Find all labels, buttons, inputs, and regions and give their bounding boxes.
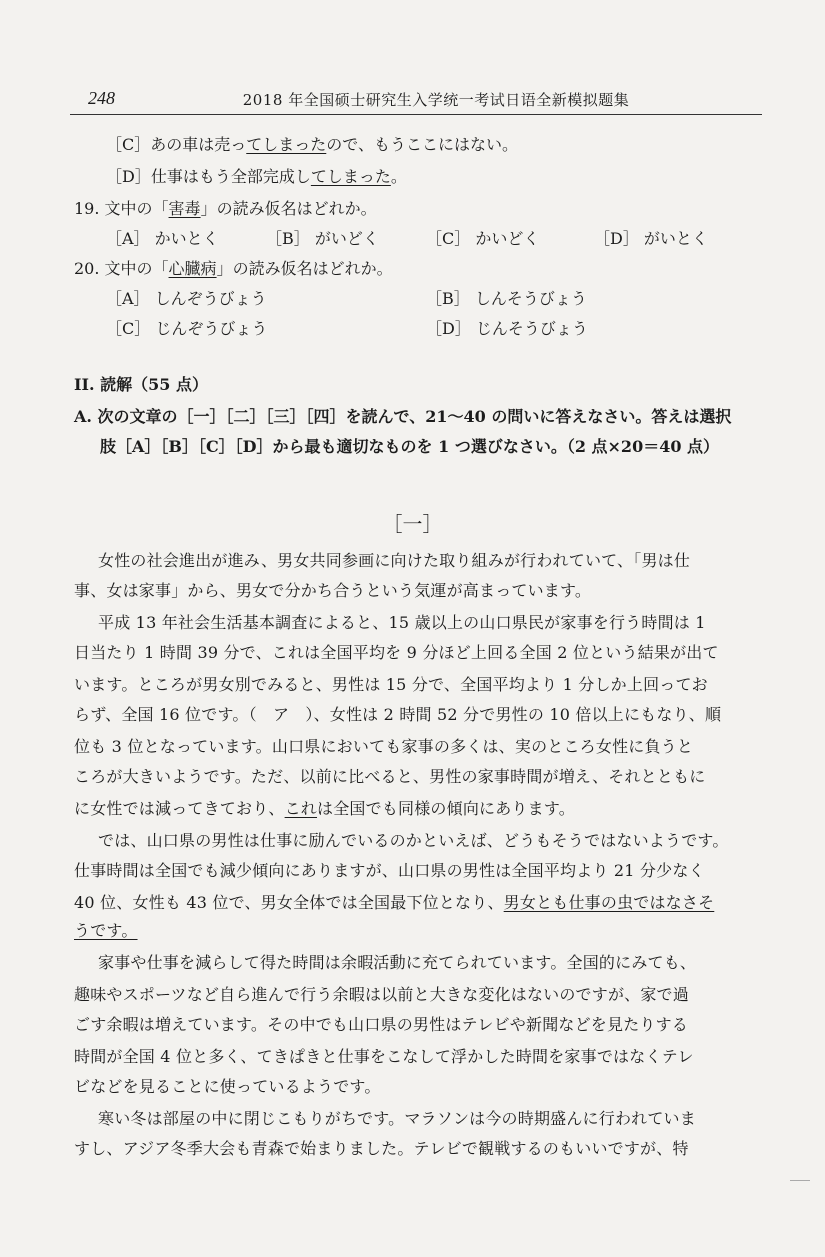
option-label: ［D］ xyxy=(106,167,151,186)
underlined-word: 心臓病 xyxy=(168,259,217,278)
passage-text: に女性では減ってきており、 xyxy=(74,799,285,818)
passage-line: らず、全国 16 位です。（ ア ）、女性は 2 時間 52 分で男性の 10 倍以上にもなり、順 xyxy=(74,705,722,724)
q20-option-c: ［C］ じんぞうびょう xyxy=(106,319,268,338)
scan-edge-mark xyxy=(790,1180,810,1181)
passage-line: 家事や仕事を減らして得た時間は余暇活動に充てられています。全国的にみても、 xyxy=(98,953,697,972)
passage-line: います。ところが男女別でみると、男性は 15 分で、全国平均より 1 分しか上回ってお xyxy=(74,675,708,694)
question-text: 」の読み仮名はどれか。 xyxy=(216,259,393,278)
section-instructions-line1: A. 次の文章の［一］［二］［三］［四］を読んで、21～40 の問いに答えなさい。答えは選択 xyxy=(74,407,732,426)
passage-line: 位も 3 位となっています。山口県においても家事の多くは、実のところ女性に負うと xyxy=(74,737,694,756)
passage-heading: ［一］ xyxy=(382,512,443,536)
q19-option-a: ［A］ かいとく xyxy=(106,229,219,248)
option-text: 。 xyxy=(390,167,407,186)
passage-line: 女性の社会進出が進み、男女共同参画に向けた取り組みが行われていて、「男は仕 xyxy=(98,551,691,570)
passage-line: 日当たり 1 時間 39 分で、これは全国平均を 9 分ほど上回る全国 2 位という結果が出て xyxy=(74,643,719,662)
q19-option-b: ［B］ がいどく xyxy=(266,229,379,248)
underlined-word-kore: これ xyxy=(284,799,318,818)
underlined-text: てしまった xyxy=(246,135,327,154)
passage-line: すし、アジア冬季大会も青森で始まりました。テレビで観戦するのもいいですが、特 xyxy=(74,1139,689,1158)
q19-option-d: ［D］ がいとく xyxy=(594,229,708,248)
option-label: ［C］ xyxy=(106,135,151,154)
passage-text: は全国でも同様の傾向にあります。 xyxy=(317,799,575,818)
passage-line: 事、女は家事」から、男女で分かち合うという気運が高まっています。 xyxy=(74,581,592,600)
q20-option-a: ［A］ しんぞうびょう xyxy=(106,289,267,308)
q18-option-d xyxy=(106,166,407,188)
page-number: 248 xyxy=(88,88,115,108)
underlined-text: てしまった xyxy=(310,167,391,186)
passage-line xyxy=(74,892,714,914)
q20-options-row1 xyxy=(106,288,766,310)
question-text: 」の読み仮名はどれか。 xyxy=(200,199,377,218)
passage-line: 寒い冬は部屋の中に閉じこもりがちです。マラソンは今の時期盛んに行われていま xyxy=(98,1109,696,1128)
question-20 xyxy=(74,258,393,280)
passage-line xyxy=(74,920,138,942)
underlined-phrase: 男女とも仕事の虫ではなさそ xyxy=(503,893,715,912)
q19-option-c: ［C］ かいどく xyxy=(426,229,540,248)
passage-line: では、山口県の男性は仕事に励んでいるのかといえば、どうもそうではないようです。 xyxy=(98,831,729,850)
q19-options xyxy=(106,228,766,250)
question-19 xyxy=(74,198,377,220)
passage-line: ころが大きいようです。ただ、以前に比べると、男性の家事時間が増え、それとともに xyxy=(74,767,706,786)
question-text: 20. 文中の「 xyxy=(74,259,169,278)
passage-line: 趣味やスポーツなど自ら進んで行う余暇は以前と大きな変化はないのですが、家で過 xyxy=(74,985,689,1004)
q20-option-d: ［D］ じんそうびょう xyxy=(426,319,588,338)
passage-line: ごす余暇は増えています。その中でも山口県の男性はテレビや新聞などを見たりする xyxy=(74,1015,689,1034)
passage-line xyxy=(74,798,575,820)
underlined-word: 害毒 xyxy=(168,199,201,218)
option-text: あの車は売っ xyxy=(150,135,247,154)
page-header xyxy=(70,86,762,115)
q20-option-b: ［B］ しんそうびょう xyxy=(426,289,587,308)
passage-line: 時間が全国 4 位と多く、てきぱきと仕事をこなして浮かした時間を家事ではなくテレ xyxy=(74,1047,694,1066)
passage-text: 40 位、女性も 43 位で、男女全体では全国最下位となり、 xyxy=(74,893,504,912)
option-text: 仕事はもう全部完成し xyxy=(150,167,311,186)
passage-line: ビなどを見ることに使っているようです。 xyxy=(74,1077,381,1096)
section-title: II. 読解（55 点） xyxy=(74,375,208,394)
passage-line: 平成 13 年社会生活基本調査によると、15 歳以上の山口県民が家事を行う時間は 1 xyxy=(98,613,706,632)
question-text: 19. 文中の「 xyxy=(74,199,169,218)
passage-line: 仕事時間は全国でも減少傾向にありますが、山口県の男性は全国平均より 21 分少なく xyxy=(74,861,705,880)
underlined-phrase: うです。 xyxy=(74,921,138,940)
option-text: ので、もうここにはない。 xyxy=(326,135,518,154)
q20-options-row2 xyxy=(106,318,766,340)
book-title: 2018 年全国硕士研究生入学统一考试日语全新模拟题集 xyxy=(242,91,630,109)
q18-option-c xyxy=(106,134,518,156)
section-instructions-line2: 肢［A］［B］［C］［D］から最も適切なものを 1 つ選びなさい。（2 点×20＝40 点） xyxy=(100,437,720,456)
